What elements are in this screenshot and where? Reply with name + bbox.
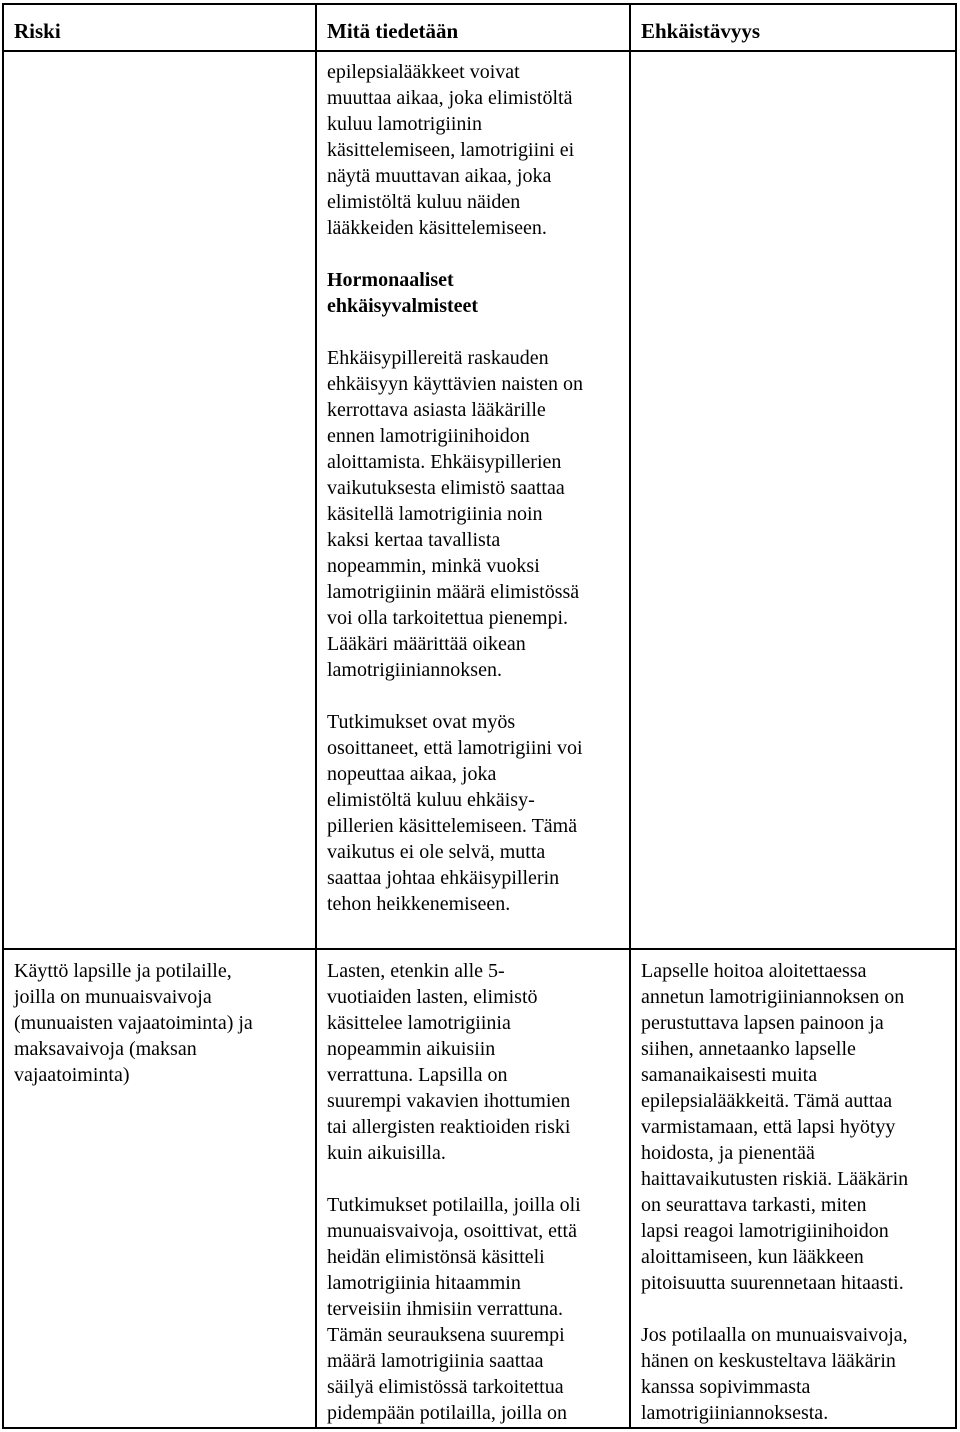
text-line: kaksi kertaa tavallista: [327, 529, 501, 551]
text-line: Tutkimukset potilailla, joilla oli: [327, 1194, 581, 1216]
text-line: Lapselle hoitoa aloitettaessa: [641, 960, 867, 982]
text-line: saattaa johtaa ehkäisypillerin: [327, 867, 560, 889]
text-line: Ehkäisypillereitä raskauden: [327, 347, 549, 369]
text-line: käsittelee lamotrigiinia: [327, 1012, 511, 1034]
text-line: pidempään potilailla, joilla on: [327, 1402, 567, 1424]
text-line: vaikutuksesta elimistö saattaa: [327, 477, 565, 499]
row2-known-cell: [327, 958, 581, 1426]
contraceptives-subheading: [327, 267, 583, 319]
text-line: kuluu lamotrigiinin: [327, 113, 482, 135]
text-line: tai allergisten reaktioiden riski: [327, 1116, 571, 1138]
text-line: elimistöltä kuluu ehkäisy-: [327, 789, 535, 811]
text-line: lamotrigiiniannoksesta.: [641, 1402, 829, 1424]
text-line: hänen on keskusteltava lääkärin: [641, 1350, 896, 1372]
text-line: epilepsialääkkeitä. Tämä auttaa: [641, 1090, 893, 1112]
row1-known-paragraph-1: [327, 59, 583, 241]
text-line: Tutkimukset ovat myös: [327, 711, 516, 733]
text-line: lapsi reagoi lamotrigiinihoidon: [641, 1220, 889, 1242]
text-line: pillerien käsittelemiseen. Tämä: [327, 815, 578, 837]
text-line: ennen lamotrigiinihoidon: [327, 425, 530, 447]
text-line: määrä lamotrigiinia saattaa: [327, 1350, 544, 1372]
text-line: heidän elimistönsä käsitteli: [327, 1246, 545, 1268]
text-line: nopeuttaa aikaa, joka: [327, 763, 497, 785]
text-line: näytä muuttavan aikaa, joka: [327, 165, 552, 187]
header-ehkaistavyys: Ehkäistävyys: [641, 19, 761, 43]
text-line: Jos potilaalla on munuaisvaivoja,: [641, 1324, 908, 1346]
text-line: hoidosta, ja pienentää: [641, 1142, 815, 1164]
row2-prevention-cell: [641, 958, 908, 1426]
text-line: ehkäisyyn käyttävien naisten on: [327, 373, 584, 395]
text-line: annetun lamotrigiiniannoksen on: [641, 986, 905, 1008]
text-line: aloittamiseen, kun lääkkeen: [641, 1246, 864, 1268]
text-line: maksavaivoja (maksan: [14, 1038, 197, 1060]
text-line: muuttaa aikaa, joka elimistöltä: [327, 87, 573, 109]
text-line: säilyä elimistössä tarkoitettua: [327, 1376, 564, 1398]
text-line: tehon heikkenemiseen.: [327, 893, 511, 915]
row-divider: [4, 948, 955, 950]
text-line: lamotrigiinin määrä elimistössä: [327, 581, 580, 603]
text-line: haittavaikutusten riskiä. Lääkärin: [641, 1168, 909, 1190]
column-divider-2: [629, 5, 631, 1427]
header-divider: [4, 50, 955, 52]
row2-known-paragraph-1: [327, 958, 581, 1166]
text-line: lamotrigiinia hitaammin: [327, 1272, 521, 1294]
header-riski: Riski: [14, 19, 61, 43]
text-line: epilepsialääkkeet voivat: [327, 61, 520, 83]
text-line: siihen, annetaanko lapselle: [641, 1038, 856, 1060]
text-line: ehkäisyvalmisteet: [327, 295, 479, 317]
row2-risk-cell: [14, 958, 253, 1088]
text-line: lääkkeiden käsittelemiseen.: [327, 217, 547, 239]
text-line: aloittamista. Ehkäisypillerien: [327, 451, 562, 473]
text-line: Tämän seurauksena suurempi: [327, 1324, 565, 1346]
text-line: Lasten, etenkin alle 5-: [327, 960, 505, 982]
row2-prevention-paragraph-2: [641, 1322, 908, 1426]
row2-prevention-paragraph-1: [641, 958, 908, 1296]
text-line: pitoisuutta suurennetaan hitaasti.: [641, 1272, 904, 1294]
header-mita-tiedetaan: Mitä tiedetään: [327, 19, 459, 43]
text-line: kuin aikuisilla.: [327, 1142, 446, 1164]
text-line: on seurattava tarkasti, miten: [641, 1194, 867, 1216]
text-line: lamotrigiiniannoksen.: [327, 659, 502, 681]
text-line: voi olla tarkoitettua pienempi.: [327, 607, 569, 629]
row1-known-paragraph-2: [327, 345, 583, 683]
text-line: vajaatoiminta): [14, 1064, 130, 1086]
text-line: Käyttö lapsille ja potilaille,: [14, 960, 232, 982]
text-line: elimistöltä kuluu näiden: [327, 191, 521, 213]
text-line: Lääkäri määrittää oikean: [327, 633, 526, 655]
text-line: vaikutus ei ole selvä, mutta: [327, 841, 546, 863]
text-line: nopeammin, minkä vuoksi: [327, 555, 540, 577]
column-divider-1: [315, 5, 317, 1427]
risk-table: [2, 3, 957, 1429]
text-line: osoittaneet, että lamotrigiini voi: [327, 737, 583, 759]
text-line: (munuaisten vajaatoiminta) ja: [14, 1012, 253, 1034]
text-line: samanaikaisesti muita: [641, 1064, 818, 1086]
text-line: kanssa sopivimmasta: [641, 1376, 811, 1398]
row2-known-paragraph-2: [327, 1192, 581, 1426]
text-line: kerrottava asiasta lääkärille: [327, 399, 546, 421]
text-line: verrattuna. Lapsilla on: [327, 1064, 508, 1086]
text-line: varmistamaan, että lapsi hyötyy: [641, 1116, 896, 1138]
text-line: perustuttava lapsen painoon ja: [641, 1012, 884, 1034]
text-line: suurempi vakavien ihottumien: [327, 1090, 571, 1112]
text-line: munuaisvaivoja, osoittivat, että: [327, 1220, 577, 1242]
text-line: käsittelemiseen, lamotrigiini ei: [327, 139, 575, 161]
text-line: Hormonaaliset: [327, 269, 454, 291]
text-line: nopeammin aikuisiin: [327, 1038, 496, 1060]
text-line: vuotiaiden lasten, elimistö: [327, 986, 538, 1008]
text-line: terveisiin ihmisiin verrattuna.: [327, 1298, 564, 1320]
text-line: joilla on munuaisvaivoja: [14, 986, 212, 1008]
row1-known-cell: [327, 59, 583, 917]
text-line: käsitellä lamotrigiinia noin: [327, 503, 543, 525]
row1-known-paragraph-3: [327, 709, 583, 917]
